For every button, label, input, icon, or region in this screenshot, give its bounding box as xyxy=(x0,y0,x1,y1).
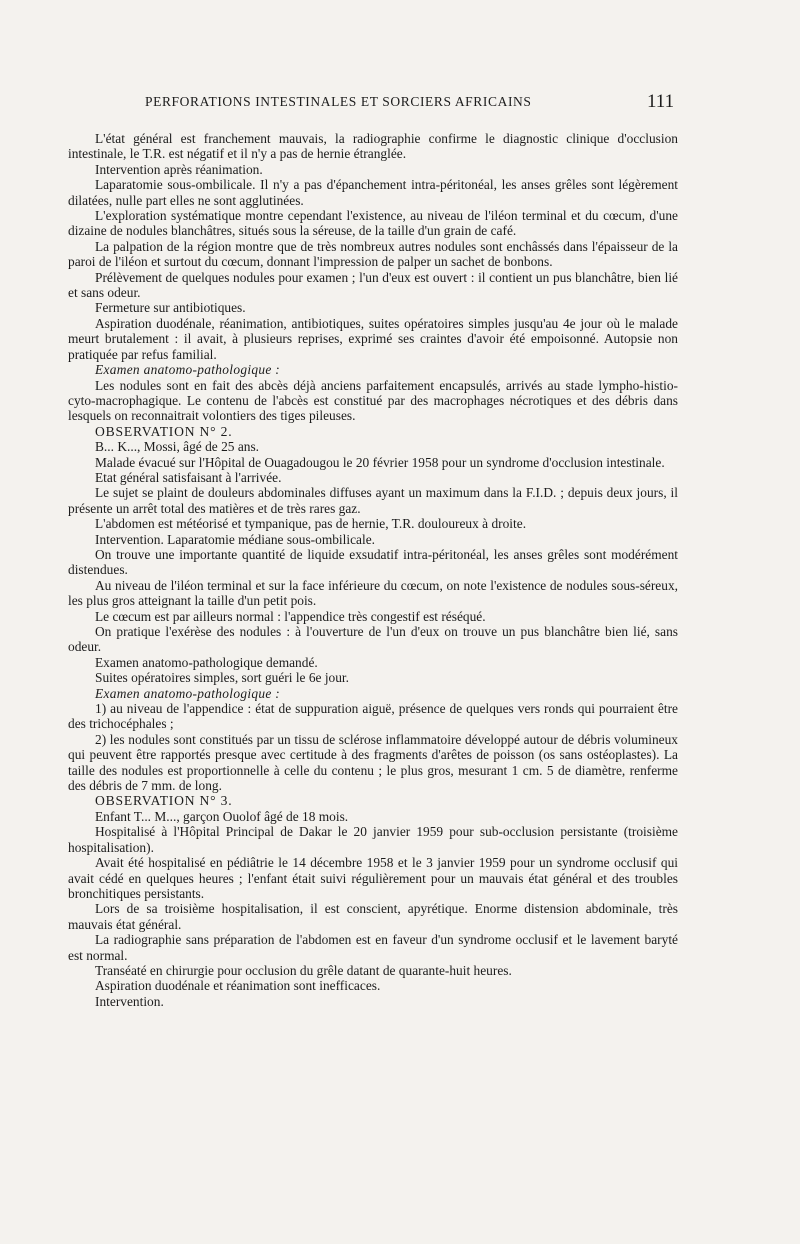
exam-subheading: Examen anatomo-pathologique : xyxy=(95,362,280,378)
paragraph: Intervention. xyxy=(95,993,164,1009)
exam-finding: 2) les nodules sont constitués par un tissu de sclérose inflammatoire développé autour de débris volumineux qui peuvent être rapportés presque avec certitude à des fragments d'arêtes de poisson (os sans ostéoplastes). La taille des nodules est proportionnelle à celle du contenu ; le plus gros, mesurant 1 cm. 5 de diamètre, renferme des débris de 7 mm. de long. xyxy=(68,731,678,794)
paragraph: Etat général satisfaisant à l'arrivée. xyxy=(95,469,282,485)
paragraph: Aspiration duodénale, réanimation, antibiotiques, suites opératoires simples jusqu'au 4e jour où le malade meurt brutalement : il avait, à plusieurs reprises, exprimé ses craintes d'avoir été empoisonné. Autopsie non pratiquée par refus familial. xyxy=(68,315,678,362)
paragraph: L'abdomen est météorisé et tympanique, pas de hernie, T.R. douloureux à droite. xyxy=(95,516,527,532)
paragraph: Suites opératoires simples, sort guéri le 6e jour. xyxy=(95,670,350,686)
observation-heading: OBSERVATION N° 2. xyxy=(95,423,233,439)
paragraph: Le cœcum est par ailleurs normal : l'appendice très congestif est réséqué. xyxy=(95,608,486,624)
patient-line: Enfant T... M..., garçon Ouolof âgé de 18 mois. xyxy=(95,808,349,824)
exam-finding: 1) au niveau de l'appendice : état de suppuration aiguë, présence de quelques vers ronds qui pourraient être des trichocéphales ; xyxy=(68,701,678,732)
page-number: 111 xyxy=(647,91,675,112)
paragraph: On pratique l'exérèse des nodules : à l'ouverture de l'un d'eux on trouve un pus blanchâtre bien lié, sans odeur. xyxy=(68,624,678,655)
paragraph: Transéaté en chirurgie pour occlusion du grêle datant de quarante-huit heures. xyxy=(95,962,512,978)
paragraph: Les nodules sont en fait des abcès déjà anciens parfaitement encapsulés, arrivés au stade lympho-histio-cyto-macrophagique. Le contenu de l'abcès est constitué par des macrophages nécrotiques et des débris dans lesquels on reconnaitrait volontiers des tiges pileuses. xyxy=(68,377,678,424)
paragraph: Examen anatomo-pathologique demandé. xyxy=(95,654,318,670)
paragraph: On trouve une importante quantité de liquide exsudatif intra-péritonéal, les anses grêles sont modérément distendues. xyxy=(68,546,678,578)
paragraph: Fermeture sur antibiotiques. xyxy=(95,300,246,316)
observation-heading: OBSERVATION N° 3. xyxy=(95,793,233,809)
paragraph: L'état général est franchement mauvais, la radiographie confirme le diagnostic clinique d'occlusion intestinale, le T.R. est négatif et il n'y a pas de hernie étranglée. xyxy=(68,131,678,162)
paragraph: Intervention après réanimation. xyxy=(95,161,263,177)
paragraph: Hospitalisé à l'Hôpital Principal de Dakar le 20 janvier 1959 pour sub-occlusion persistante (troisième hospitalisation). xyxy=(68,824,678,855)
patient-line: B... K..., Mossi, âgé de 25 ans. xyxy=(95,439,260,455)
paragraph: L'exploration systématique montre cependant l'existence, au niveau de l'iléon terminal et du cœcum, d'une dizaine de nodules blanchâtres, situés sous la séreuse, de la taille d'un grain de café. xyxy=(68,208,678,239)
paragraph: La radiographie sans préparation de l'abdomen est en faveur d'un syndrome occlusif et le lavement baryté est normal. xyxy=(68,932,678,963)
paragraph: Le sujet se plaint de douleurs abdominales diffuses ayant un maximum dans la F.I.D. ; depuis deux jours, il présente un arrêt total des matières et de très rares gaz. xyxy=(68,485,678,516)
paragraph: Intervention. Laparatomie médiane sous-ombilicale. xyxy=(95,531,375,547)
paragraph: Avait été hospitalisé en pédiâtrie le 14 décembre 1958 et le 3 janvier 1959 pour un syndrome occlusif qui avait cédé en quelques heures ; l'enfant était suivi régulièrement pour un mauvais état général et des troubles bronchitiques persistants. xyxy=(68,855,678,901)
paragraph: Au niveau de l'iléon terminal et sur la face inférieure du cœcum, on note l'existence de nodules sous-séreux, les plus gros atteignant la taille d'un petit pois. xyxy=(68,577,678,609)
paragraph: Prélèvement de quelques nodules pour examen ; l'un d'eux est ouvert : il contient un pus blanchâtre, bien lié et sans odeur. xyxy=(68,269,678,301)
exam-subheading: Examen anatomo-pathologique : xyxy=(95,685,280,701)
paragraph: Malade évacué sur l'Hôpital de Ouagadougou le 20 février 1958 pour un syndrome d'occlusion intestinale. xyxy=(95,454,665,470)
paragraph: Lors de sa troisième hospitalisation, il est conscient, apyrétique. Enorme distension abdominale, très mauvais état général. xyxy=(68,901,678,932)
paragraph: La palpation de la région montre que de très nombreux autres nodules sont enchâssés dans l'épaisseur de la paroi de l'iléon et surtout du cœcum, donnant l'impression de palper un sachet de bonbons. xyxy=(68,238,678,270)
running-title: PERFORATIONS INTESTINALES ET SORCIERS AFRICAINS xyxy=(145,94,532,109)
body-text xyxy=(68,131,678,1009)
paragraph: Laparatomie sous-ombilicale. Il n'y a pas d'épanchement intra-péritonéal, les anses grêles sont légèrement dilatées, nulle part elles ne sont agglutinées. xyxy=(68,177,678,208)
paragraph: Aspiration duodénale et réanimation sont inefficaces. xyxy=(95,978,381,994)
